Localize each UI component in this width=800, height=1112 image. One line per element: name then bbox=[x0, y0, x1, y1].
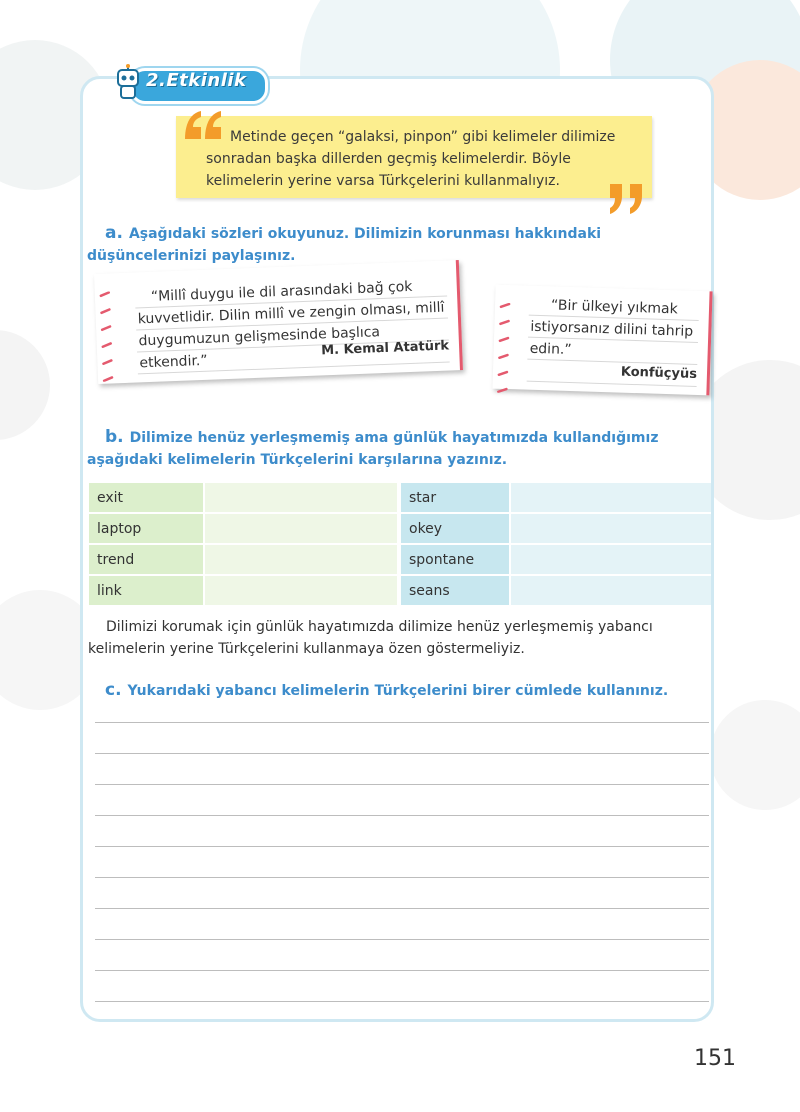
foreign-word: star bbox=[397, 483, 509, 512]
intro-note-text: Metinde geçen “galaksi, pinpon” gibi kelimeler dilimize sonradan başka dillerden geçmiş kelimelerdir. Böyle kelimelerin yerine varsa Türkçelerini kullanmalıyız. bbox=[206, 129, 616, 189]
writing-line[interactable] bbox=[95, 1001, 709, 1002]
foreign-word: okey bbox=[397, 514, 509, 543]
foreign-word: seans bbox=[397, 576, 509, 605]
foreign-word: exit bbox=[89, 483, 203, 512]
background-decoration bbox=[0, 330, 50, 440]
binder-hooks-icon bbox=[99, 291, 116, 381]
activity-logo bbox=[110, 64, 268, 104]
page-number: 151 bbox=[694, 1046, 736, 1071]
answer-field[interactable] bbox=[509, 545, 711, 574]
background-decoration bbox=[710, 700, 800, 810]
quote-author: Konfüçyüs bbox=[620, 364, 698, 382]
quote-author: M. Kemal Atatürk bbox=[320, 338, 450, 359]
quote-card-konfucyus bbox=[492, 285, 712, 396]
section-a-instruction: Aşağıdaki sözleri okuyunuz. Dilimizin korunması hakkındaki düşüncelerinizi paylaşınız. bbox=[87, 226, 602, 264]
table-row bbox=[89, 514, 711, 543]
advice-paragraph: Dilimizi korumak için günlük hayatımızda dilimize henüz yerleşmemiş yabancı kelimelerin yerine Türkçelerini kullanmaya özen göstermeliyiz. bbox=[88, 619, 653, 657]
section-a-heading bbox=[87, 222, 707, 267]
section-c-heading bbox=[87, 679, 707, 702]
quote-text: “Millî duygu ile dil arasındaki bağ çok kuvvetlidir. Dilin millî ve zengin olması, millî duygumuzun gelişmesinde başlıca etkendir.” bbox=[137, 278, 445, 372]
section-b-instruction: Dilimize henüz yerleşmemiş ama günlük hayatımızda kullandığımız aşağıdaki kelimelerin Türkçelerini karşılarına yazınız. bbox=[87, 430, 659, 468]
writing-line[interactable] bbox=[95, 784, 709, 785]
section-c-instruction: Yukarıdaki yabancı kelimelerin Türkçelerini birer cümlede kullanınız. bbox=[127, 683, 669, 699]
writing-line[interactable] bbox=[95, 877, 709, 878]
robot-icon bbox=[110, 64, 150, 104]
foreign-word: trend bbox=[89, 545, 203, 574]
quote-rule bbox=[527, 381, 697, 387]
answer-field[interactable] bbox=[203, 545, 397, 574]
quote-text: “Bir ülkeyi yıkmak istiyorsanız dilini tahrip edin.” bbox=[529, 297, 694, 359]
answer-field[interactable] bbox=[509, 483, 711, 512]
writing-line[interactable] bbox=[95, 970, 709, 971]
table-row bbox=[89, 576, 711, 605]
section-b-heading bbox=[87, 426, 707, 471]
writing-line[interactable] bbox=[95, 939, 709, 940]
table-row bbox=[89, 483, 711, 512]
section-a-letter: a. bbox=[105, 223, 123, 243]
foreign-word: link bbox=[89, 576, 203, 605]
quote-card-ataturk bbox=[94, 260, 463, 384]
writing-line[interactable] bbox=[95, 753, 709, 754]
table-row bbox=[89, 545, 711, 574]
writing-line[interactable] bbox=[95, 908, 709, 909]
section-c-letter: c. bbox=[105, 680, 122, 700]
answer-field[interactable] bbox=[203, 483, 397, 512]
answer-field[interactable] bbox=[509, 576, 711, 605]
intro-note bbox=[176, 116, 652, 198]
answer-field[interactable] bbox=[203, 576, 397, 605]
answer-field[interactable] bbox=[509, 514, 711, 543]
words-table bbox=[89, 481, 711, 607]
writing-line[interactable] bbox=[95, 722, 709, 723]
section-b-letter: b. bbox=[105, 427, 124, 447]
binder-hooks-icon bbox=[496, 303, 513, 393]
foreign-word: spontane bbox=[397, 545, 509, 574]
close-quote-icon bbox=[606, 182, 650, 216]
writing-line[interactable] bbox=[95, 815, 709, 816]
foreign-word: laptop bbox=[89, 514, 203, 543]
answer-field[interactable] bbox=[203, 514, 397, 543]
writing-area[interactable] bbox=[95, 722, 709, 1032]
writing-line[interactable] bbox=[95, 846, 709, 847]
activity-title: 2.Etkinlik bbox=[146, 70, 247, 91]
open-quote-icon bbox=[181, 109, 225, 143]
